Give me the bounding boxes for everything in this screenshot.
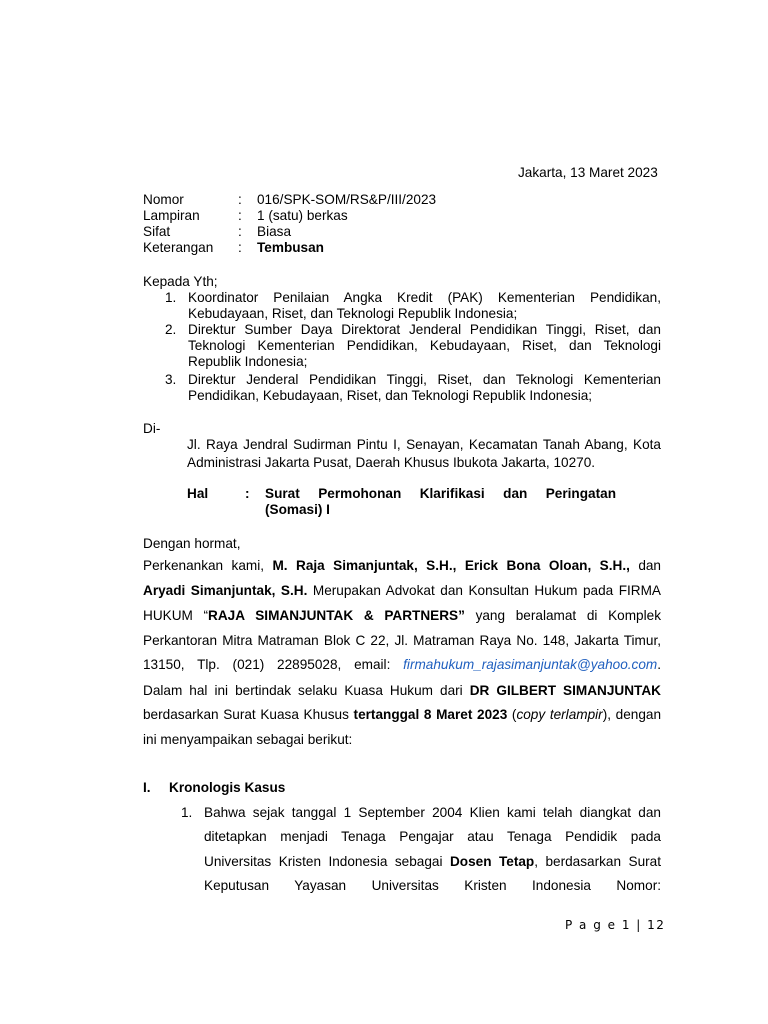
body-line: Perkantoran Mitra Matraman Blok C 22, Jl. Matraman Raya No. 148, Jakarta Timur, [143,633,661,648]
meta-sep: : [238,208,242,223]
hal-sep: : [245,486,250,501]
di-label: Di- [143,421,161,436]
meta-value-keterangan: Tembusan [257,240,324,255]
address-line: Administrasi Jakarta Pusat, Daerah Khusus Ibukota Jakarta, 10270. [187,455,596,470]
body-line: Aryadi Simanjuntak, S.H. Merupakan Advokat dan Konsultan Hukum pada FIRMA [143,583,661,598]
address-line: Jl. Raya Jendral Sudirman Pintu I, Senayan, Kecamatan Tanah Abang, Kota [187,437,661,452]
item-line: Keputusan Yayasan Universitas Kristen Indonesia Nomor: [204,878,661,893]
body-line: berdasarkan Surat Kuasa Khusus tertanggal 8 Maret 2023 (copy terlampir), dengan [143,707,662,722]
body-line: Perkenankan kami, M. Raja Simanjuntak, S.H., Erick Bona Oloan, S.H., dan [143,558,661,573]
recipient-line: Pendidikan, Kebudayaan, Riset, dan Teknologi Republik Indonesia; [188,388,593,403]
meta-label-lampiran: Lampiran [143,208,200,223]
page-number-footer: P a g e 1 | 12 [565,918,666,932]
hal-label: Hal [187,486,209,501]
hal-subject-line: (Somasi) I [265,502,330,517]
meta-label-sifat: Sifat [143,224,171,239]
recipient-number: 2. [165,322,177,337]
greeting: Dengan hormat, [143,536,241,551]
item-number: 1. [181,805,193,820]
email-link[interactable]: firmahukum_rajasimanjuntak@yahoo.com [403,657,658,672]
meta-sep: : [238,192,242,207]
body-line: Dalam hal ini bertindak selaku Kuasa Hukum dari DR GILBERT SIMANJUNTAK [143,683,661,698]
recipient-line: Republik Indonesia; [188,354,308,369]
meta-label-nomor: Nomor [143,192,184,207]
kepada-yth: Kepada Yth; [143,274,218,289]
recipient-number: 3. [165,372,177,387]
meta-sep: : [238,240,242,255]
body-line: HUKUM “RAJA SIMANJUNTAK & PARTNERS” yang beralamat di Komplek [143,608,661,623]
meta-value-lampiran: 1 (satu) berkas [257,208,348,223]
meta-value-nomor: 016/SPK-SOM/RS&P/III/2023 [257,192,437,207]
meta-sep: : [238,224,242,239]
item-line: Universitas Kristen Indonesia sebagai Dosen Tetap, berdasarkan Surat [204,854,661,869]
hal-subject-line: Surat Permohonan Klarifikasi dan Peringatan [265,486,616,501]
recipient-line: Koordinator Penilaian Angka Kredit (PAK) Kementerian Pendidikan, [188,290,661,305]
body-line: 13150, Tlp. (021) 22895028, email: firmahukum_rajasimanjuntak@yahoo.com. [143,657,661,672]
meta-label-keterangan: Keterangan [143,240,214,255]
section-number: I. [143,780,151,795]
letter-date: Jakarta, 13 Maret 2023 [518,165,658,180]
body-line: ini menyampaikan sebagai berikut: [143,732,353,747]
meta-value-sifat: Biasa [257,224,292,239]
recipient-line: Teknologi Kementerian Pendidikan, Kebudayaan, Riset, dan Teknologi [188,338,661,353]
recipient-line: Kebudayaan, Riset, dan Teknologi Republik Indonesia; [188,306,518,321]
recipient-line: Direktur Jenderal Pendidikan Tinggi, Riset, dan Teknologi Kementerian [188,372,661,387]
item-line: ditetapkan menjadi Tenaga Pengajar atau Tenaga Pendidik pada [204,829,661,844]
section-title: Kronologis Kasus [169,780,286,795]
recipient-number: 1. [165,290,177,305]
recipient-line: Direktur Sumber Daya Direktorat Jenderal Pendidikan Tinggi, Riset, dan [188,322,661,337]
item-line: Bahwa sejak tanggal 1 September 2004 Klien kami telah diangkat dan [204,805,661,820]
